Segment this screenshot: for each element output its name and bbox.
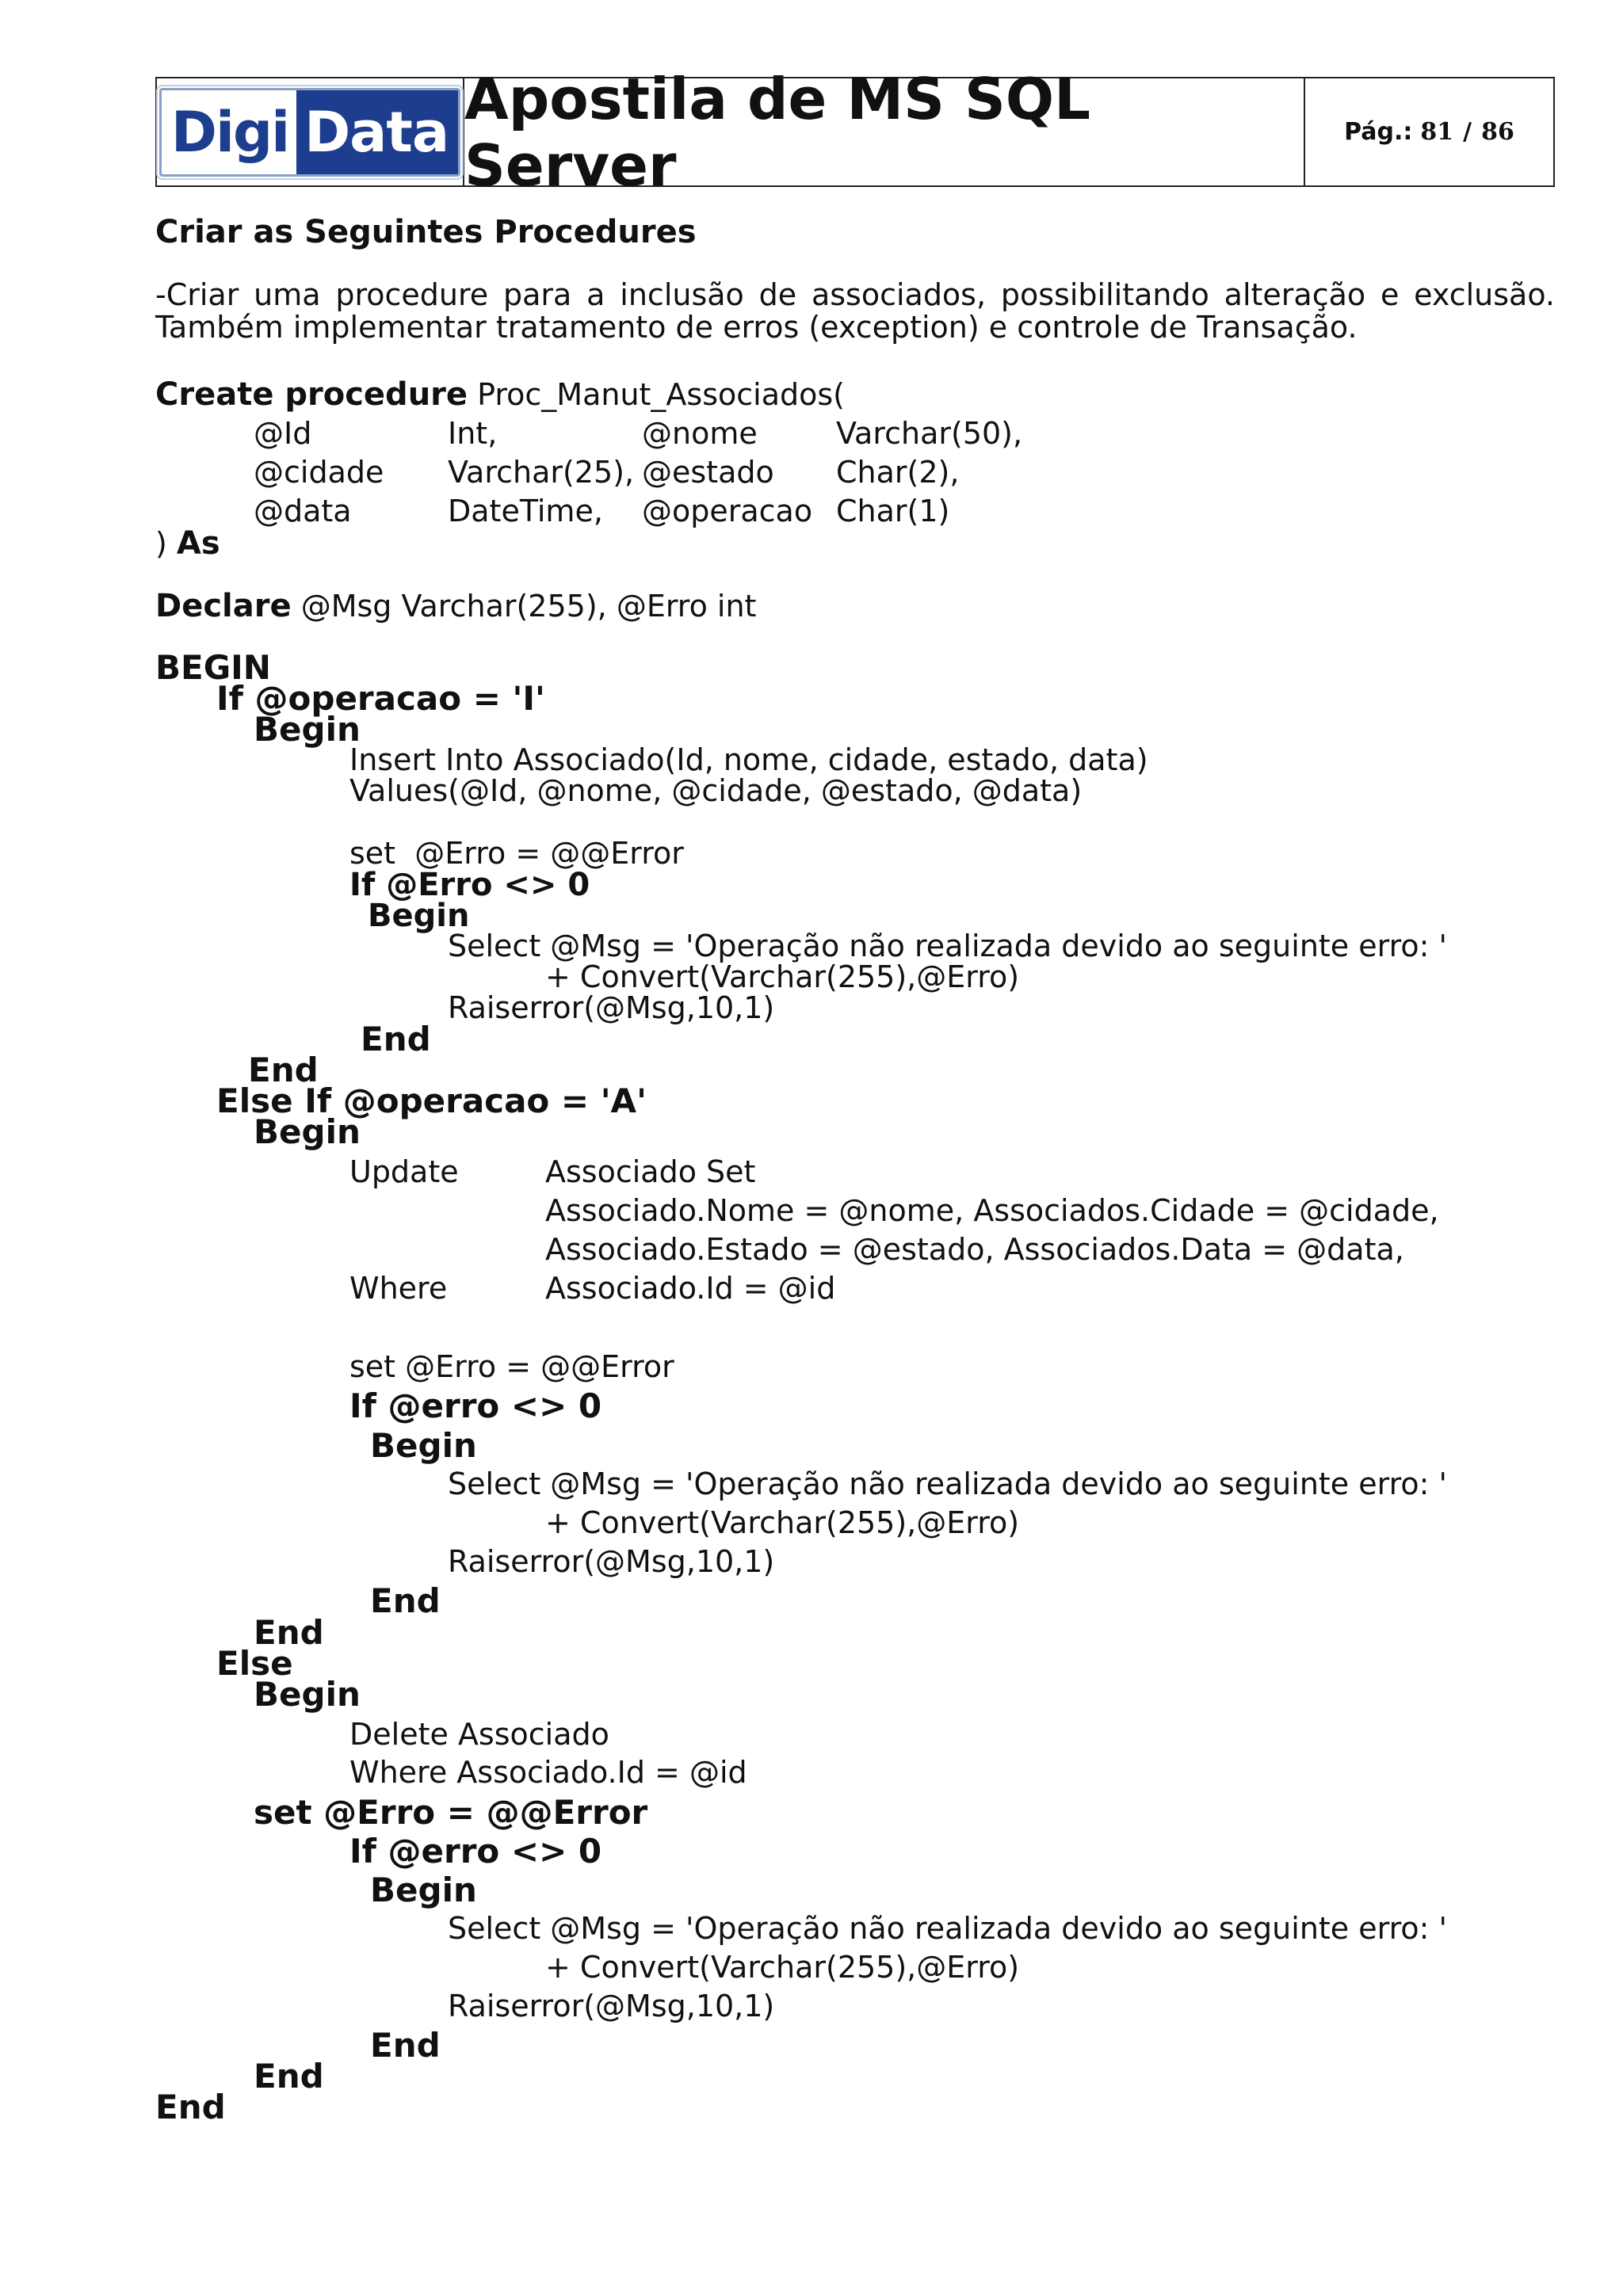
param-type: Char(1) bbox=[836, 494, 950, 528]
set-erro-1: set @Erro = @@Error bbox=[349, 836, 684, 871]
where-clause: Associado.Id = @id bbox=[545, 1271, 836, 1306]
set-erro-2: set @Erro = @@Error bbox=[349, 1349, 674, 1384]
param-name: @estado bbox=[642, 455, 774, 490]
end-erro-2: End bbox=[370, 1581, 441, 1620]
if-erro-3: If @erro <> 0 bbox=[349, 1832, 602, 1871]
end-update: End bbox=[254, 1613, 324, 1652]
select-msg-3: Select @Msg = 'Operação não realizada devido ao seguinte erro: ' bbox=[448, 1911, 1447, 1946]
begin-insert: Begin bbox=[254, 710, 361, 749]
page-total: 86 bbox=[1481, 118, 1514, 146]
update-assign-1: Associado.Nome = @nome, Associados.Cidade = @cidade, bbox=[545, 1193, 1439, 1228]
param-name: @operacao bbox=[642, 494, 813, 528]
create-name: Proc_Manut_Associados( bbox=[468, 377, 845, 412]
raiserror-2: Raiserror(@Msg,10,1) bbox=[448, 1544, 775, 1579]
select-msg-1: Select @Msg = 'Operação não realizada devido ao seguinte erro: ' bbox=[448, 929, 1447, 963]
end-insert: End bbox=[248, 1051, 319, 1089]
page-current: 81 bbox=[1420, 118, 1454, 146]
param-type: DateTime, bbox=[448, 494, 603, 528]
end-main: End bbox=[155, 2088, 226, 2126]
convert-3: + Convert(Varchar(255),@Erro) bbox=[545, 1950, 1020, 1985]
as-keyword: As bbox=[176, 525, 220, 562]
begin-erro-3: Begin bbox=[370, 1871, 477, 1909]
param-name: @nome bbox=[642, 416, 758, 451]
param-name: @data bbox=[254, 494, 352, 528]
delete-line-1: Delete Associado bbox=[349, 1717, 609, 1752]
end-erro-3: End bbox=[370, 2026, 441, 2065]
section-title: Criar as Seguintes Procedures bbox=[155, 214, 697, 250]
logo-digi: Digi bbox=[162, 90, 296, 174]
else-keyword: Else bbox=[216, 1644, 293, 1683]
create-keyword: Create procedure bbox=[155, 376, 468, 413]
update-assign-2: Associado.Estado = @estado, Associados.Data = @data, bbox=[545, 1232, 1404, 1267]
declare-rest: @Msg Varchar(255), @Erro int bbox=[291, 589, 757, 624]
if-erro-2: If @erro <> 0 bbox=[349, 1386, 602, 1425]
document-title: Apostila de MS SQL Server bbox=[464, 65, 1090, 199]
code-line-create bbox=[155, 376, 845, 413]
where-keyword: Where bbox=[349, 1271, 448, 1306]
begin-main: BEGIN bbox=[155, 648, 271, 687]
param-type: Varchar(50), bbox=[836, 416, 1023, 451]
page-label: Pág.: bbox=[1344, 118, 1413, 146]
set-erro-3: set @Erro = @@Error bbox=[254, 1793, 648, 1832]
begin-delete: Begin bbox=[254, 1675, 361, 1714]
logo-data: Data bbox=[296, 90, 458, 174]
param-type: Varchar(25), bbox=[448, 455, 635, 490]
param-type: Int, bbox=[448, 416, 498, 451]
convert-1: + Convert(Varchar(255),@Erro) bbox=[545, 959, 1020, 994]
param-name: @Id bbox=[254, 416, 312, 451]
code-line-declare bbox=[155, 590, 756, 622]
if-insert: If @operacao = 'I' bbox=[216, 679, 545, 718]
page-separator: / bbox=[1463, 118, 1472, 146]
convert-2: + Convert(Varchar(255),@Erro) bbox=[545, 1505, 1020, 1540]
end-delete: End bbox=[254, 2057, 324, 2096]
as-paren: ) bbox=[155, 526, 177, 561]
if-erro-1: If @Erro <> 0 bbox=[349, 867, 590, 903]
begin-erro-2: Begin bbox=[370, 1426, 477, 1465]
begin-erro-1: Begin bbox=[368, 898, 470, 934]
raiserror-1: Raiserror(@Msg,10,1) bbox=[448, 990, 775, 1025]
param-type: Char(2), bbox=[836, 455, 960, 490]
intro-paragraph: -Criar uma procedure para a inclusão de associados, possibilitando alteração e exclusão. Também implementar tratamento de erros (exception) e controle de Transação. bbox=[155, 277, 1555, 345]
begin-update: Begin bbox=[254, 1112, 361, 1151]
update-set: Associado Set bbox=[545, 1154, 756, 1189]
select-msg-2: Select @Msg = 'Operação não realizada devido ao seguinte erro: ' bbox=[448, 1466, 1447, 1501]
insert-line-1: Insert Into Associado(Id, nome, cidade, estado, data) bbox=[349, 742, 1148, 777]
declare-keyword: Declare bbox=[155, 588, 292, 624]
else-if-update: Else If @operacao = 'A' bbox=[216, 1081, 647, 1120]
code-line-as bbox=[155, 525, 220, 562]
delete-line-2: Where Associado.Id = @id bbox=[349, 1755, 747, 1790]
raiserror-3: Raiserror(@Msg,10,1) bbox=[448, 1989, 775, 2023]
insert-line-2: Values(@Id, @nome, @cidade, @estado, @data) bbox=[349, 773, 1083, 808]
param-name: @cidade bbox=[254, 455, 384, 490]
end-erro-1: End bbox=[361, 1020, 431, 1058]
update-keyword: Update bbox=[349, 1154, 459, 1189]
